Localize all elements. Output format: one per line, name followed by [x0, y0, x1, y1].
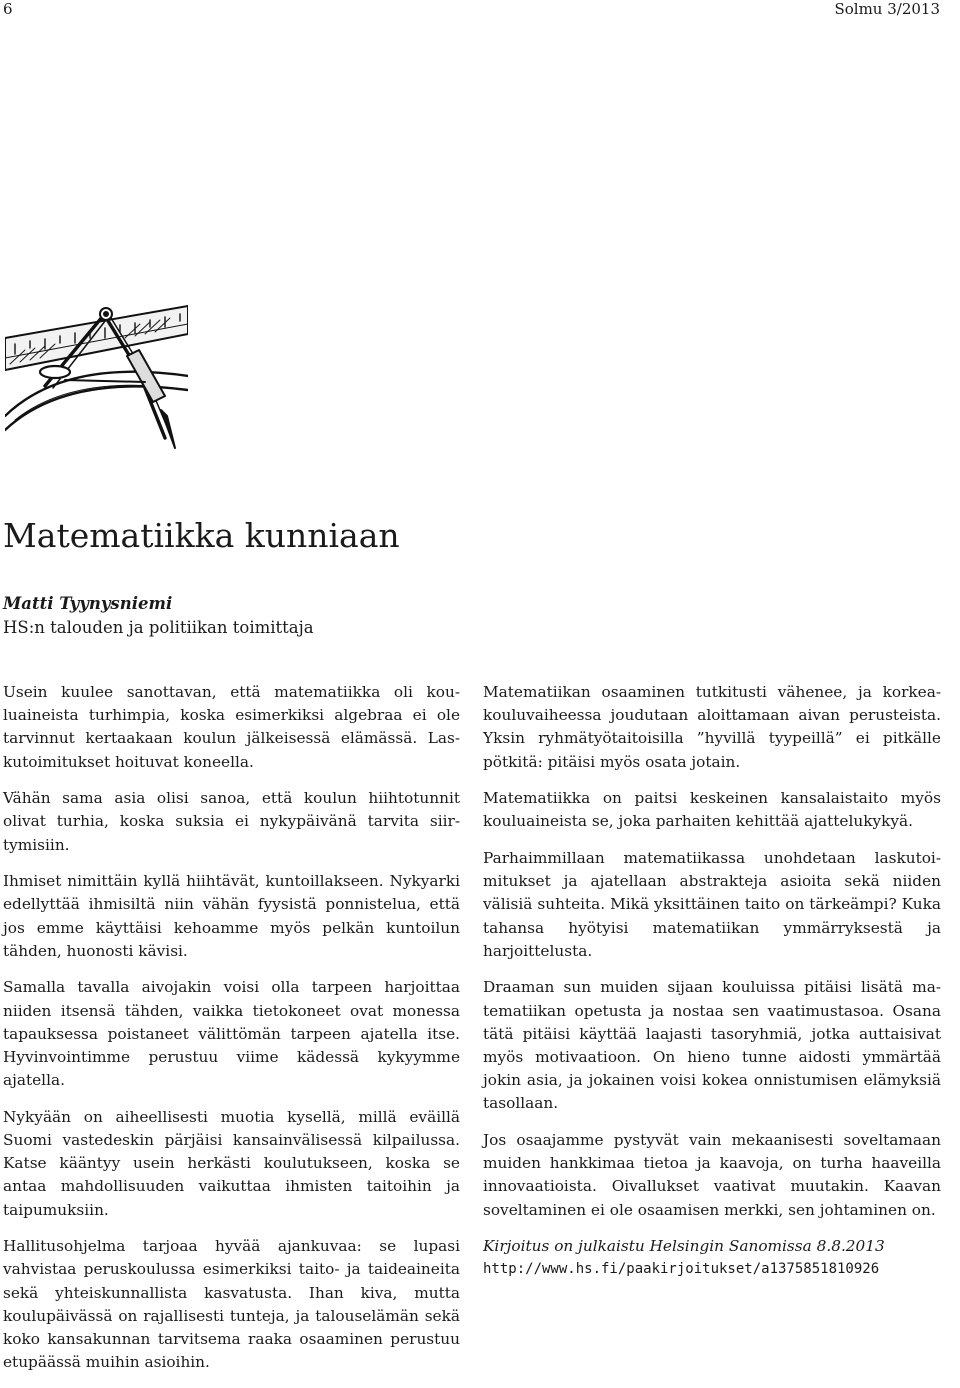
paragraph: Hallitusohjelma tarjoaa hyvää ajankuvaa: se lupasi vahvistaa peruskoulussa esimerkiksi taito- ja taideaineita sekä yhteiskunnallista kasvatusta. Ihan kiva, mutta koulupäivässä on rajallisesti tunteja, ja talouselämän sekä koko kansakunnan tarvitsema raaka osaaminen perustuu etupäässä muihin asioihin. — [3, 1237, 460, 1372]
compass-on-ruler-drawing-icon — [5, 298, 188, 453]
author-name: Matti Tyynysniemi — [3, 594, 173, 613]
running-header: Solmu 3/2013 — [834, 0, 940, 18]
paragraph: Draaman sun muiden sijaan kouluissa pitäisi lisätä matematiikan opetusta ja nostaa sen vaatimustasoa. Osana tätä pitäisi käyttää laajasti tasoryhmiä, jotka auttaisivat myös motivaatioon. On hieno tunne aidosti ymmärtää jokin asia, ja jokainen voisi kokea onnistumisen elämyksiä tasollaan. — [483, 978, 941, 1113]
author-affiliation: HS:n talouden ja politiikan toimittaja — [3, 618, 314, 637]
paragraph: Vähän sama asia olisi sanoa, että koulun hiihtotunnit olivat turhia, koska suksia ei nykypäivänä tarvita siirtymisiin. — [3, 789, 460, 854]
left-column — [3, 681, 460, 1388]
paragraph: Jos osaajamme pystyvät vain mekaanisesti soveltamaan muiden hankkimaa tietoa ja kaavoja, on turha haaveilla innovaatioista. Oivallukset vaativat muutakin. Kaavan soveltaminen ei ole osaamisen merkki, sen johtaminen on. — [483, 1131, 941, 1219]
paragraph: Matematiikka on paitsi keskeinen kansalaistaito myös kouluaineista se, joka parhaiten kehittää ajattelukykyä. — [483, 789, 941, 831]
paragraph: Matematiikan osaaminen tutkitusti vähenee, ja korkeakouluvaiheessa joudutaan aloittamaan aivan perusteista. Yksin ryhmätyötaitoisilla ”hyvillä tyypeillä” ei pitkälle pötkitä: pitäisi myös osata jotain. — [483, 683, 941, 771]
paragraph: Ihmiset nimittäin kyllä hiihtävät, kuntoillakseen. Nykyarki edellyttää ihmisiltä niin vähän fyysistä ponnistelua, että jos emme käyttäisi kehoamme myös pelkän kuntoilun tähden, huonosti kävisi. — [3, 872, 460, 960]
page-number: 6 — [3, 0, 13, 18]
article-title: Matematiikka kunniaan — [3, 516, 400, 555]
paragraph: Parhaimmillaan matematiikassa unohdetaan laskutoimitukset ja ajatellaan abstrakteja asioita sekä niiden välisiä suhteita. Mikä yksittäinen taito on tärkeämpi? Kuka tahansa hyötyisi matematiikan ymmärryksestä ja harjoittelusta. — [483, 849, 941, 960]
paragraph: Nykyään on aiheellisesti muotia kysellä, millä eväillä Suomi vastedeskin pärjäisi kansainvälisessä kilpailussa. Katse kääntyy usein herkästi koulutukseen, koska se antaa mahdollisuuden vaikuttaa ihmisten taitoihin ja taipumuksiin. — [3, 1107, 460, 1219]
right-column — [483, 681, 941, 1280]
source-url-link[interactable]: http://www.hs.fi/paakirjoitukset/a1375851810926 — [483, 1261, 880, 1278]
paragraph: Usein kuulee sanottavan, että matematiikka oli kouluaineista turhimpia, koska esimerkiksi algebraa ei ole tarvinnut kertaakaan koulun jälkeisessä elämässä. Laskutoimitukset hoituvat koneella. — [3, 683, 460, 771]
paragraph: Samalla tavalla aivojakin voisi olla tarpeen harjoittaa niiden itsensä tähden, vaikka tietokoneet ovat monessa tapauksessa poistaneet välittömän tarpeen ajatella itse. Hyvinvointimme perustuu viime kädessä kykyymme ajatella. — [3, 978, 460, 1090]
publication-credit: Kirjoitus on julkaistu Helsingin Sanomissa 8.8.2013 — [483, 1237, 885, 1256]
